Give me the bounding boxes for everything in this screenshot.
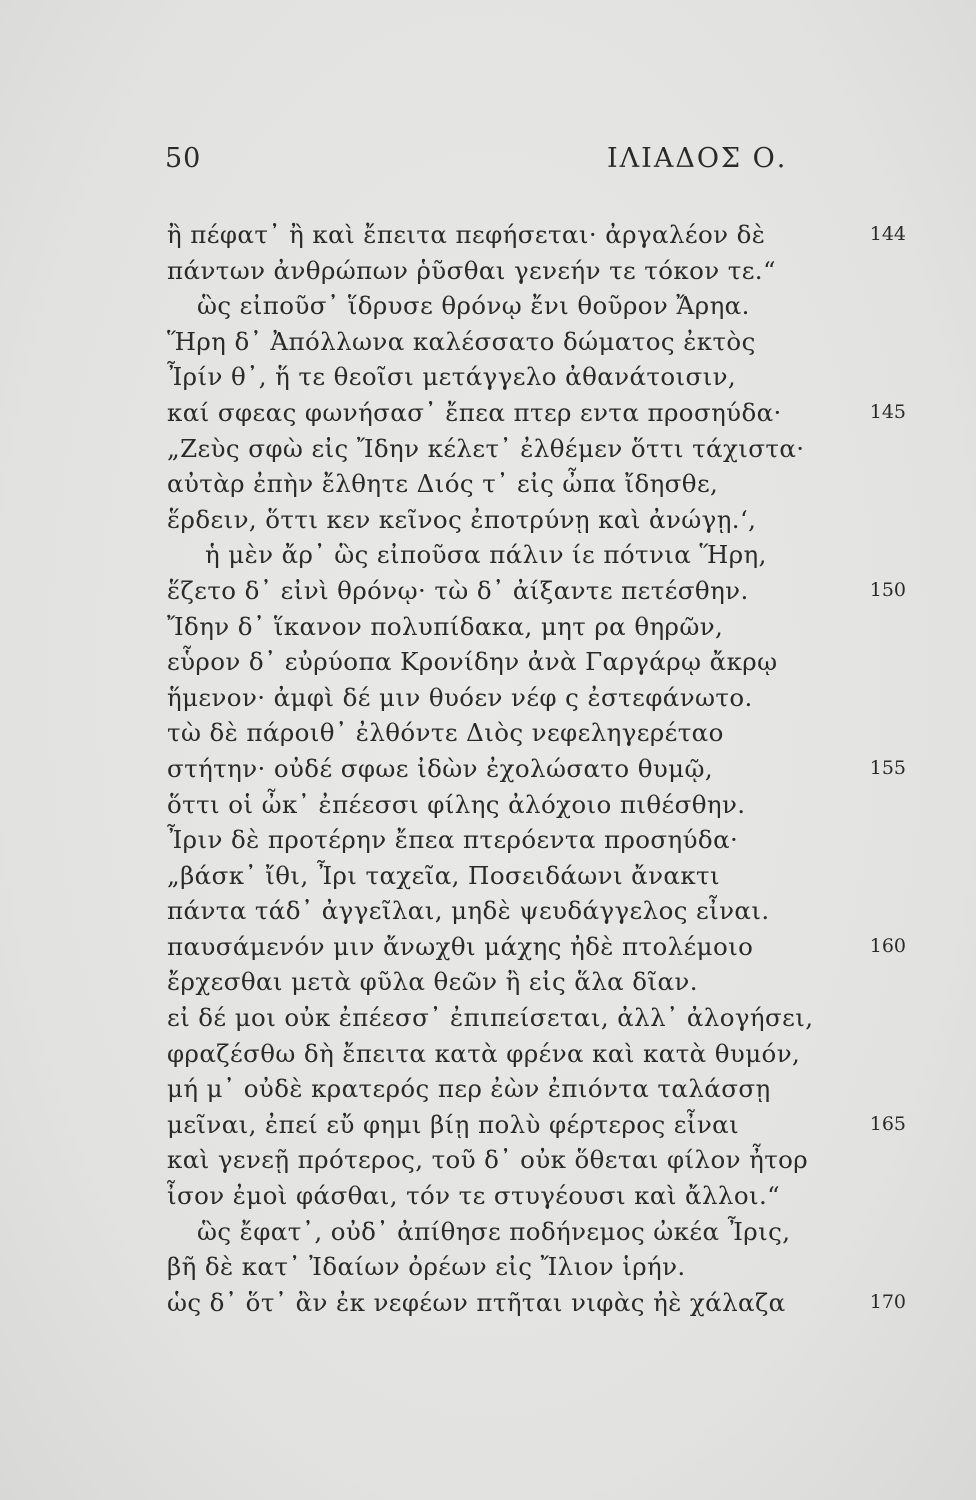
verse-line (0, 217, 976, 253)
verse-text: καὶ γενεῇ πρότερος, τοῦ δ᾽ οὐκ ὅθεται φίλον ἦτορ (167, 1145, 809, 1175)
verse-line (0, 288, 976, 324)
line-number: 145 (869, 400, 906, 423)
verse-text: Ἴδην δ᾽ ἵκανον πολυπίδακα, μητ ρα θηρῶν, (167, 611, 724, 641)
verse-text: βῆ δὲ κατ᾽ Ἰδαίων ὀρέων εἰς Ἴλιον ἱρήν. (167, 1252, 686, 1282)
page-number: 50 (165, 143, 202, 174)
verse-text: παυσάμενόν μιν ἄνωχθι μάχης ἠδὲ πτολέμοιο (167, 931, 754, 961)
verse-line (0, 644, 976, 680)
verse-text: εἰ δέ μοι οὐκ ἐπέεσσ᾽ ἐπιπείσεται, ἀλλ᾽ ἀλογήσει, (167, 1003, 814, 1033)
verse-text: ἔρχεσθαι μετὰ φῦλα θεῶν ἢ εἰς ἅλα δῖαν. (167, 967, 698, 997)
verse-line (0, 787, 976, 823)
line-number: 150 (869, 578, 906, 601)
verse-text: στήτην· οὐδέ σφωε ἰδὼν ἐχολώσατο θυμῷ, (167, 753, 714, 783)
verse-text: ἢ πέφατ᾽ ἢ καὶ ἔπειτα πεφήσεται· ἀργαλέον δὲ (167, 220, 766, 249)
verse-text: Ἶρίν θ᾽, ἥ τε θεοῖσι μετάγγελο ἀθανάτοισιν, (167, 362, 737, 392)
verse-text: ἕρδειν, ὅττι κεν κεῖνος ἐποτρύνῃ καὶ ἀνώγῃ.‘, (167, 504, 757, 534)
page-header (165, 143, 900, 183)
line-number: 155 (869, 756, 906, 779)
verse-text: ἶσον ἐμοὶ φάσθαι, τόν τε στυγέουσι καὶ ἄλλοι.“ (167, 1181, 781, 1211)
verse-text: εὗρον δ᾽ εὐρύοπα Κρονίδην ἀνὰ Γαργάρῳ ἄκρῳ (167, 647, 778, 677)
verse-line (0, 964, 976, 1000)
verse-text: Ἥρη δ᾽ Ἀπόλλωνα καλέσσατο δώματος ἐκτὸς (167, 326, 756, 356)
verse-text: καί σφεας φωνήσασ᾽ ἔπεα πτερ εντα προσηύδα· (167, 397, 782, 427)
verse-line (0, 359, 976, 395)
verse-text: ὣς εἰποῦσ᾽ ἵδρυσε θρόνῳ ἔνι θοῦρον Ἄρηα. (197, 291, 750, 321)
verse-text: τὼ δὲ πάροιθ᾽ ἐλθόντε Διὸς νεφεληγερέταο (167, 718, 724, 748)
verse-line (0, 715, 976, 751)
verse-line (0, 1107, 976, 1143)
verse-line (0, 395, 976, 431)
verse-line (0, 431, 976, 467)
verse-block (0, 217, 976, 1320)
verse-line (0, 1142, 976, 1178)
verse-text: ἥμενον· ἀμφὶ δέ μιν θυόεν νέφ ς ἐστεφάνωτο. (167, 682, 753, 712)
verse-text: μή μ᾽ οὐδὲ κρατερός περ ἐὼν ἐπιόντα ταλάσσῃ (167, 1074, 771, 1104)
verse-line (0, 751, 976, 787)
verse-text: „Ζεὺς σφὼ εἰς Ἴδην κέλετ᾽ ἐλθέμεν ὅττι τάχιστα· (167, 433, 805, 463)
verse-line (0, 573, 976, 609)
verse-text: Ἶριν δὲ προτέρην ἔπεα πτερόεντα προσηύδα· (167, 825, 739, 855)
verse-text: πάντα τάδ᾽ ἀγγεῖλαι, μηδὲ ψευδάγγελος εἶναι. (167, 896, 770, 926)
line-number: 165 (869, 1112, 906, 1135)
verse-text: μεῖναι, ἐπεί εὔ φημι βίῃ πολὺ φέρτερος εἶναι (167, 1109, 740, 1139)
verse-line (0, 537, 976, 573)
line-number: 160 (869, 934, 906, 957)
verse-line (0, 1178, 976, 1214)
verse-line (0, 466, 976, 502)
verse-line (0, 1214, 976, 1250)
verse-line (0, 502, 976, 538)
verse-text: αὐτὰρ ἐπὴν ἔλθητε Διός τ᾽ εἰς ὦπα ἴδησθε, (167, 469, 719, 499)
verse-text: ὡς δ᾽ ὅτ᾽ ἂν ἐκ νεφέων πτῆται νιφὰς ἠὲ χάλαζα (167, 1287, 786, 1317)
line-number: 144 (869, 223, 906, 245)
verse-line (0, 680, 976, 716)
verse-line (0, 609, 976, 645)
verse-text: ἕζετο δ᾽ εἰνὶ θρόνῳ· τὼ δ᾽ ἀίξαντε πετέσθην. (167, 575, 749, 605)
verse-line (0, 1036, 976, 1072)
verse-line (0, 822, 976, 858)
verse-text: ἡ μὲν ἄρ᾽ ὣς εἰποῦσα πάλιν ίε πότνια Ἥρη, (205, 540, 767, 570)
verse-text: φραζέσθω δὴ ἔπειτα κατὰ φρένα καὶ κατὰ θυμόν, (167, 1038, 801, 1068)
running-title: ΙΛΙΑΔΟΣ Ο. (607, 143, 788, 174)
verse-text: ὅττι οἱ ὦκ᾽ ἐπέεσσι φίλης ἀλόχοιο πιθέσθην. (167, 789, 746, 819)
verse-line (0, 324, 976, 360)
verse-text: ὣς ἔφατ᾽, οὐδ᾽ ἀπίθησε ποδήνεμος ὠκέα Ἶρις, (197, 1216, 791, 1246)
verse-line (0, 858, 976, 894)
verse-line (0, 929, 976, 965)
verse-line (0, 1000, 976, 1036)
verse-text: πάντων ἀνθρώπων ῥῦσθαι γενεήν τε τόκον τε.“ (167, 255, 776, 285)
verse-line (0, 1249, 976, 1285)
verse-line (0, 893, 976, 929)
verse-line (0, 1285, 976, 1321)
verse-text: „βάσκ᾽ ἴθι, Ἶρι ταχεῖα, Ποσειδάωνι ἄνακτι (167, 860, 721, 890)
verse-line (0, 1071, 976, 1107)
verse-line (0, 253, 976, 289)
line-number: 170 (869, 1290, 906, 1313)
